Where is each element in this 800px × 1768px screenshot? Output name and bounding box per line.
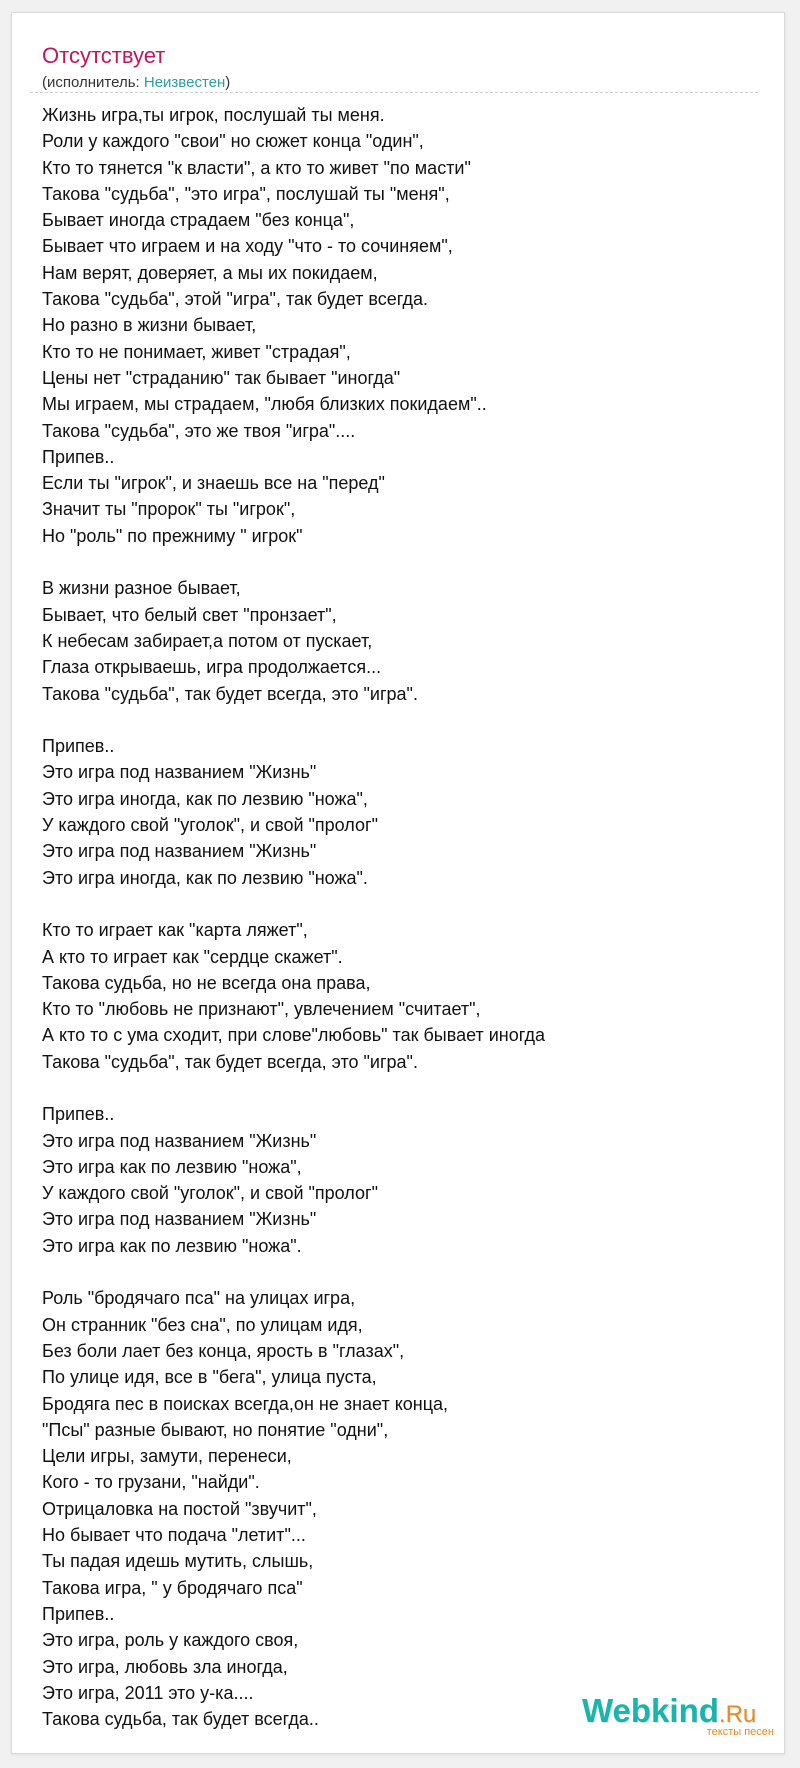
performer-line — [42, 74, 230, 92]
song-header — [30, 28, 758, 93]
performer-prefix: (исполнитель: — [42, 74, 144, 91]
lyrics-text: Жизнь игра,ты игрок, послушай ты меня. Роли у каждого "свои" но сюжет конца "один", Кто то тянется "к власти", а кто то живет "по масти" Такова "судьба", "это игра", послушай ты "меня", Бывает иногда страдаем "без конца", Бывает что играем и на ходу "что - то сочиняем", Нам верят, доверяет, а мы их покидаем, Такова "судьба", этой "игра", так будет всегда. Но разно в жизни бывает, Кто то не понимает, живет "страдая", Цены нет "страданию" так бывает "иногда" Мы играем, мы страдаем, "любя близких покидаем".. Такова "судьба", это же твоя "игра".... Припев.. Если ты "игрок", и знаешь все на "перед" Значит ты "пророк" ты "игрок", Но "роль" по прежниму " игрок" В жизни разное бывает, Бывает, что белый свет "пронзает", К небесам забирает,а потом от пускает, Глаза открываешь, игра продолжается... Такова "судьба", так будет всегда, это "игра". Припев.. Это игра под названием "Жизнь" Это игра иногда, как по лезвию "ножа", У каждого свой "уголок", и свой "пролог" Это игра под названием "Жизнь" Это игра иногда, как по лезвию "ножа". Кто то играет как "карта ляжет", А кто то играет как "сердце скажет". Такова судьба, но не всегда она права, Кто то "любовь не признают", увлечением "считает", А кто то с ума сходит, при слове"любовь" так бывает иногда Такова "судьба", так будет всегда, это "игра". Припев.. Это игра под названием "Жизнь" Это игра как по лезвию "ножа", У каждого свой "уголок", и свой "пролог" Это игра под названием "Жизнь" Это игра как по лезвию "ножа". Роль "бродячаго пса" на улицах игра, Он странник "без сна", по улицам идя, Без боли лает без конца, ярость в "глазах", По улице идя, все в "бега", улица пуста, Бродяга пес в поисках всегда,он не знает конца, "Псы" разные бывают, но понятие "одни", Цели игры, замути, перенеси, Кого - то грузани, "найди". Отрицаловка на постой "звучит", Но бывает что подача "летит"... Ты падая идешь мутить, слышь, Такова игра, " у бродячаго пса" Припев.. Это игра, роль у каждого своя, Это игра, любовь зла иногда, Это игра, 2011 это у-ка.... Такова судьба, так будет всегда.. — [42, 105, 546, 1730]
webkind-logo[interactable] — [582, 1692, 774, 1744]
logo-tld: .Ru — [718, 1701, 757, 1728]
performer-suffix: ) — [225, 74, 231, 91]
performer-link[interactable]: Неизвестен — [143, 74, 226, 91]
logo-main-text: Webkind — [582, 1692, 719, 1729]
logo-subtitle: тексты песен — [706, 1726, 774, 1738]
song-title: Отсутствует — [42, 43, 166, 68]
